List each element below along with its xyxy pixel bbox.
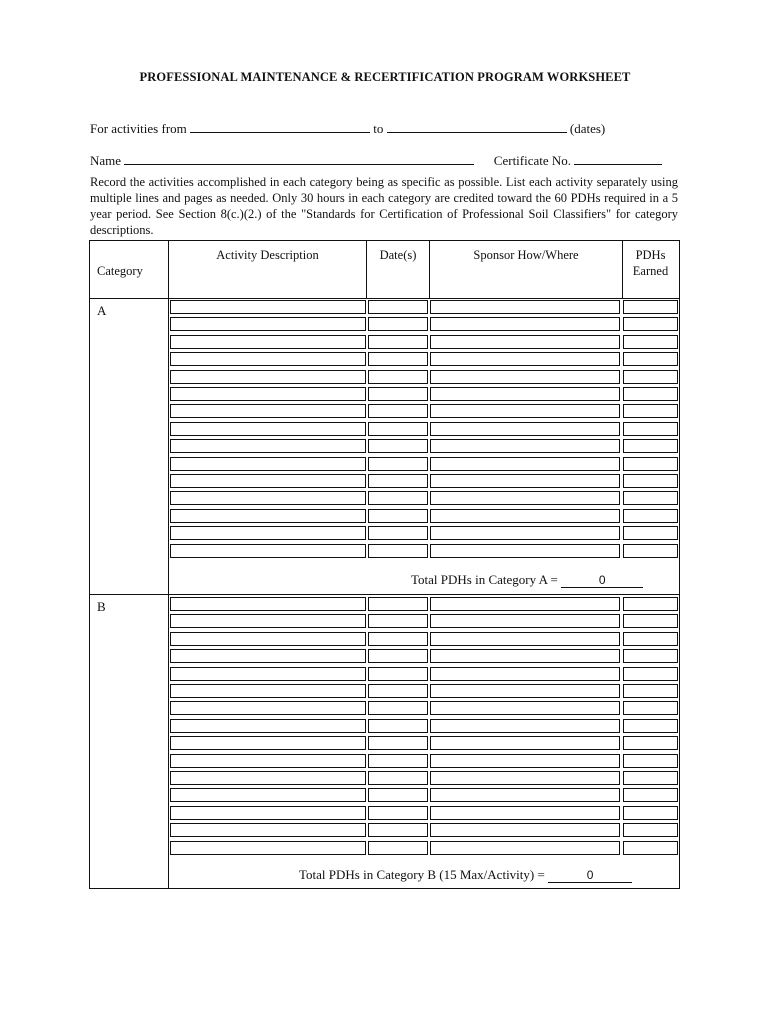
header-category: Category [97,264,143,278]
category-a-activity-description-field[interactable] [170,474,366,488]
header-pdhs-line1: PDHs [635,248,666,262]
category-a-dates-field[interactable] [368,526,428,540]
category-b-total [299,867,632,883]
category-b-pdhs-earned-field[interactable] [623,719,678,733]
category-b-pdhs-earned-field[interactable] [623,841,678,855]
instructions-paragraph: Record the activities accomplished in each category being as specific as possible. List each activity separately using multiple lines and pages as needed. Only 30 hours in each category are credited toward the 60 PDHs required in a 5 year period. See Section 8(c.)(2.) of the "Standards for Certification of Professional Soil Classifiers" for category descriptions. [90,175,678,237]
category-b-dates-field[interactable] [368,806,428,820]
category-a-activity-description-field[interactable] [170,335,366,349]
category-a-pdhs-earned-field[interactable] [623,300,678,314]
category-a-dates-field[interactable] [368,457,428,471]
category-b-activity-description-field[interactable] [170,719,366,733]
name-line [90,152,662,169]
category-b-dates-field[interactable] [368,719,428,733]
category-a-sponsor-field[interactable] [430,544,620,558]
category-a-dates-field[interactable] [368,474,428,488]
category-a-sponsor-field[interactable] [430,439,620,453]
category-b-sponsor-field[interactable] [430,841,620,855]
category-b-pdhs-earned-field[interactable] [623,771,678,785]
category-b-sponsor-field[interactable] [430,684,620,698]
category-a-pdhs-earned-field[interactable] [623,474,678,488]
header-bottom-line [89,298,679,299]
category-a-sponsor-field[interactable] [430,457,620,471]
category-b-sponsor-field[interactable] [430,597,620,611]
category-a-pdhs-earned-field[interactable] [623,491,678,505]
category-b-activity-description-field[interactable] [170,806,366,820]
category-b-pdhs-earned-field[interactable] [623,701,678,715]
category-a-dates-field[interactable] [368,352,428,366]
category-b-pdhs-earned-field[interactable] [623,597,678,611]
category-a-activity-description-field[interactable] [170,491,366,505]
date-from-field[interactable] [190,120,370,133]
category-b-activity-description-field[interactable] [170,684,366,698]
category-b-sponsor-field[interactable] [430,806,620,820]
category-a-dates-field[interactable] [368,335,428,349]
category-b-pdhs-earned-field[interactable] [623,806,678,820]
category-a-dates-field[interactable] [368,317,428,331]
category-a-total-label: Total PDHs in Category A = [411,572,558,587]
category-separator-line [89,594,679,595]
category-a-pdhs-earned-field[interactable] [623,544,678,558]
category-a-sponsor-field[interactable] [430,404,620,418]
category-a-dates-field[interactable] [368,439,428,453]
category-a-dates-field[interactable] [368,370,428,384]
category-b-activity-description-field[interactable] [170,754,366,768]
category-b-dates-field[interactable] [368,667,428,681]
category-b-sponsor-field[interactable] [430,649,620,663]
category-b-dates-field[interactable] [368,771,428,785]
category-b-dates-field[interactable] [368,823,428,837]
header-activity-description: Activity Description [216,248,319,262]
category-b-pdhs-earned-field[interactable] [623,667,678,681]
category-a-activity-description-field[interactable] [170,370,366,384]
category-a-activity-description-field[interactable] [170,404,366,418]
category-b-activity-description-field[interactable] [170,632,366,646]
dates-suffix: (dates) [569,121,606,136]
category-a-sponsor-field[interactable] [430,491,620,505]
category-a-activity-description-field[interactable] [170,317,366,331]
category-b-dates-field[interactable] [368,736,428,750]
category-b-pdhs-earned-field[interactable] [623,754,678,768]
category-b-activity-description-field[interactable] [170,788,366,802]
category-a-activity-description-field[interactable] [170,422,366,436]
name-field[interactable] [124,152,474,165]
certificate-field[interactable] [574,152,662,165]
category-a-pdhs-earned-field[interactable] [623,370,678,384]
category-a-pdhs-earned-field[interactable] [623,387,678,401]
category-b-pdhs-earned-field[interactable] [623,632,678,646]
certificate-label: Certificate No. [493,153,572,168]
category-a-pdhs-earned-field[interactable] [623,526,678,540]
category-b-activity-description-field[interactable] [170,649,366,663]
category-b-total-value[interactable]: 0 [548,869,632,883]
category-a-activity-description-field[interactable] [170,352,366,366]
category-a-dates-field[interactable] [368,544,428,558]
category-b-dates-field[interactable] [368,754,428,768]
category-b-dates-field[interactable] [368,632,428,646]
category-b-sponsor-field[interactable] [430,754,620,768]
dates-prefix: For activities from [90,121,187,136]
header-dates: Date(s) [379,248,417,262]
category-a-activity-description-field[interactable] [170,457,366,471]
category-a-activity-description-field[interactable] [170,439,366,453]
category-b-sponsor-field[interactable] [430,632,620,646]
category-a-sponsor-field[interactable] [430,509,620,523]
category-column-divider [168,240,169,888]
category-a-sponsor-field[interactable] [430,387,620,401]
category-b-sponsor-field[interactable] [430,701,620,715]
header-pdhs-line2: Earned [632,264,669,278]
category-b-pdhs-earned-field[interactable] [623,614,678,628]
category-a-sponsor-field[interactable] [430,317,620,331]
category-a-activity-description-field[interactable] [170,387,366,401]
category-a-sponsor-field[interactable] [430,422,620,436]
category-b-pdhs-earned-field[interactable] [623,684,678,698]
category-b-sponsor-field[interactable] [430,667,620,681]
category-a-label: A [97,303,107,318]
category-b-activity-description-field[interactable] [170,614,366,628]
category-b-sponsor-field[interactable] [430,736,620,750]
category-a-total [411,572,643,588]
category-b-dates-field[interactable] [368,684,428,698]
category-b-activity-description-field[interactable] [170,597,366,611]
category-b-activity-description-field[interactable] [170,841,366,855]
category-b-activity-description-field[interactable] [170,701,366,715]
category-a-sponsor-field[interactable] [430,335,620,349]
category-a-pdhs-earned-field[interactable] [623,439,678,453]
category-a-pdhs-earned-field[interactable] [623,422,678,436]
category-a-sponsor-field[interactable] [430,474,620,488]
category-a-dates-field[interactable] [368,422,428,436]
category-a-total-value[interactable]: 0 [561,574,643,588]
category-a-sponsor-field[interactable] [430,352,620,366]
category-a-pdhs-earned-field[interactable] [623,352,678,366]
date-to-field[interactable] [387,120,567,133]
worksheet-title: PROFESSIONAL MAINTENANCE & RECERTIFICATION PROGRAM WORKSHEET [139,70,631,84]
category-a-pdhs-earned-field[interactable] [623,404,678,418]
category-b-dates-field[interactable] [368,614,428,628]
header-sponsor: Sponsor How/Where [473,248,579,262]
header-pdhs-earned [623,247,678,279]
category-b-total-label: Total PDHs in Category B (15 Max/Activity) = [299,867,545,882]
category-b-sponsor-field[interactable] [430,614,620,628]
category-b-activity-description-field[interactable] [170,771,366,785]
category-a-dates-field[interactable] [368,300,428,314]
category-a-activity-description-field[interactable] [170,300,366,314]
category-a-dates-field[interactable] [368,509,428,523]
category-b-activity-description-field[interactable] [170,667,366,681]
category-b-dates-field[interactable] [368,597,428,611]
category-b-activity-description-field[interactable] [170,736,366,750]
category-b-pdhs-earned-field[interactable] [623,823,678,837]
category-b-pdhs-earned-field[interactable] [623,649,678,663]
category-b-sponsor-field[interactable] [430,823,620,837]
category-a-activity-description-field[interactable] [170,544,366,558]
category-a-pdhs-earned-field[interactable] [623,335,678,349]
category-a-sponsor-field[interactable] [430,526,620,540]
category-b-dates-field[interactable] [368,701,428,715]
category-a-pdhs-earned-field[interactable] [623,457,678,471]
category-a-sponsor-field[interactable] [430,370,620,384]
category-b-pdhs-earned-field[interactable] [623,736,678,750]
category-b-label: B [97,599,106,614]
category-a-dates-field[interactable] [368,387,428,401]
category-a-dates-field[interactable] [368,491,428,505]
category-a-sponsor-field[interactable] [430,300,620,314]
category-b-sponsor-field[interactable] [430,771,620,785]
category-b-dates-field[interactable] [368,649,428,663]
category-b-activity-description-field[interactable] [170,823,366,837]
category-b-sponsor-field[interactable] [430,788,620,802]
dates-middle: to [373,121,384,136]
category-a-dates-field[interactable] [368,404,428,418]
dates-line [90,120,605,137]
category-a-pdhs-earned-field[interactable] [623,509,678,523]
category-b-dates-field[interactable] [368,841,428,855]
category-b-dates-field[interactable] [368,788,428,802]
category-a-activity-description-field[interactable] [170,509,366,523]
category-a-activity-description-field[interactable] [170,526,366,540]
category-a-pdhs-earned-field[interactable] [623,317,678,331]
category-b-sponsor-field[interactable] [430,719,620,733]
category-b-pdhs-earned-field[interactable] [623,788,678,802]
name-label: Name [90,153,122,168]
